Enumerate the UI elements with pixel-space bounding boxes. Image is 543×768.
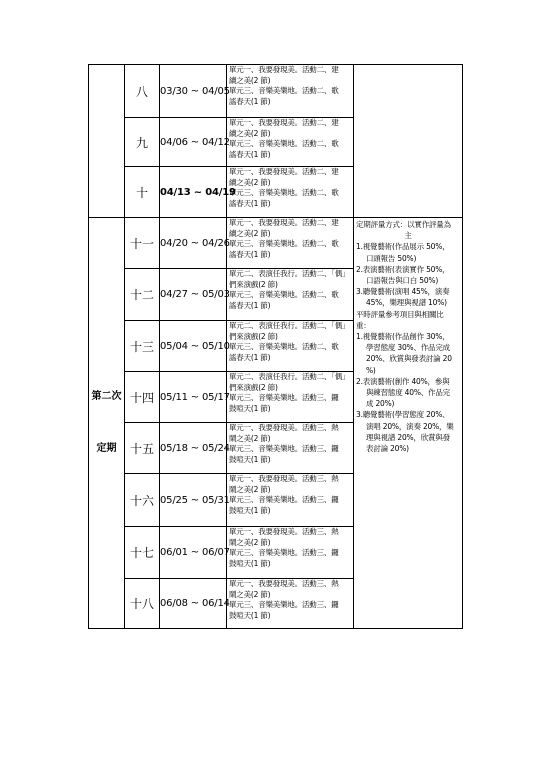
week-number: 十 <box>125 167 160 218</box>
unit-content: 單元一、我要發現美。活動三、熱 鬧之美(2 節) 單元三、音樂美樂地。活動三、鑼 鼓喧天(1 節) <box>227 423 354 474</box>
unit-content: 單元一、我要發現美。活動三、熱 鬧之美(2 節) 單元三、音樂美樂地。活動三、鑼 鼓喧天(1 節) <box>227 527 354 579</box>
week-number: 十五 <box>125 423 160 474</box>
week-dates: 06/08 ~ 06/14 <box>160 579 227 629</box>
unit-content: 單元二、表演任我行。活動二、「偶」 們來演戲(2 節) 單元三、音樂美樂地。活動三、鑼 鼓喧天(1 節) <box>227 372 354 423</box>
evaluation-notes: 定期評量方式：以實作評量為 主 1.視覺藝術(作品展示 50%， 口頭報告 50%) 2.表演藝術(表演實作 50%， 口語報告與口白 50%) 3.聽覺藝術(演唱 45%，演奏 45%，樂理與視譜 10%) 平時評量參考項目與相關比 重： 1.視覺藝術(作品創作 30%， 學習態度 30%、作品完成 20%、欣賞與發表討論 20 %) 2.表演藝術(創作 40%，參與 與練習態度 40%、作品完 成 20%) 3.聽覺藝術(學習態度 20%、 演唱 20%，演奏 20%，樂 理與視譜 20%，欣賞與發 表討論 20%) <box>354 218 463 629</box>
week-dates: 05/18 ~ 05/24 <box>160 423 227 474</box>
unit-content: 單元二、表演任我行。活動二、「偶」 們來演戲(2 節) 單元三、音樂美樂地。活動二、歌 謠春天(1 節) <box>227 321 354 372</box>
unit-content: 單元一、我要發現美。活動三、熱 鬧之美(2 節) 單元三、音樂美樂地。活動三、鑼 鼓喧天(1 節) <box>227 474 354 527</box>
week-number: 十一 <box>125 218 160 269</box>
week-dates: 04/13 ~ 04/19 <box>160 167 227 218</box>
week-dates: 03/30 ~ 04/05 <box>160 65 227 118</box>
evaluation-cell-first <box>354 65 463 218</box>
week-number: 十六 <box>125 474 160 527</box>
week-number: 十八 <box>125 579 160 629</box>
week-number: 八 <box>125 65 160 118</box>
table-row <box>89 218 463 269</box>
week-dates: 04/27 ~ 05/03 <box>160 269 227 321</box>
week-dates: 05/25 ~ 05/31 <box>160 474 227 527</box>
week-number: 十四 <box>125 372 160 423</box>
week-number: 九 <box>125 118 160 167</box>
unit-content: 單元一、我要發現美。活動二、建 續之美(2 節) 單元三、音樂美樂地。活動二、歌 謠春天(1 節) <box>227 65 354 118</box>
unit-content: 單元一、我要發現美。活動二、建 續之美(2 節) 單元三、音樂美樂地。活動二、歌 謠春天(1 節) <box>227 167 354 218</box>
week-dates: 04/06 ~ 04/12 <box>160 118 227 167</box>
week-dates: 05/04 ~ 05/10 <box>160 321 227 372</box>
unit-content: 單元一、我要發現美。活動三、熱 鬧之美(2 節) 單元三、音樂美樂地。活動三、鑼 鼓喧天(1 節) <box>227 579 354 629</box>
week-dates: 04/20 ~ 04/26 <box>160 218 227 269</box>
week-number: 十七 <box>125 527 160 579</box>
week-number: 十三 <box>125 321 160 372</box>
table-row <box>89 65 463 118</box>
week-dates: 06/01 ~ 06/07 <box>160 527 227 579</box>
week-dates: 05/11 ~ 05/17 <box>160 372 227 423</box>
schedule-table <box>88 64 463 629</box>
week-number: 十二 <box>125 269 160 321</box>
period-cell-first <box>89 65 125 218</box>
unit-content: 單元一、我要發現美。活動二、建 續之美(2 節) 單元三、音樂美樂地。活動二、歌 謠春天(1 節) <box>227 118 354 167</box>
unit-content: 單元二、表演任我行。活動二、「偶」 們來演戲(2 節) 單元三、音樂美樂地。活動二、歌 謠春天(1 節) <box>227 269 354 321</box>
unit-content: 單元一、我要發現美。活動二、建 續之美(2 節) 單元三、音樂美樂地。活動二、歌 謠春天(1 節) <box>227 218 354 269</box>
period-label: 第二次 定期 <box>89 218 125 629</box>
